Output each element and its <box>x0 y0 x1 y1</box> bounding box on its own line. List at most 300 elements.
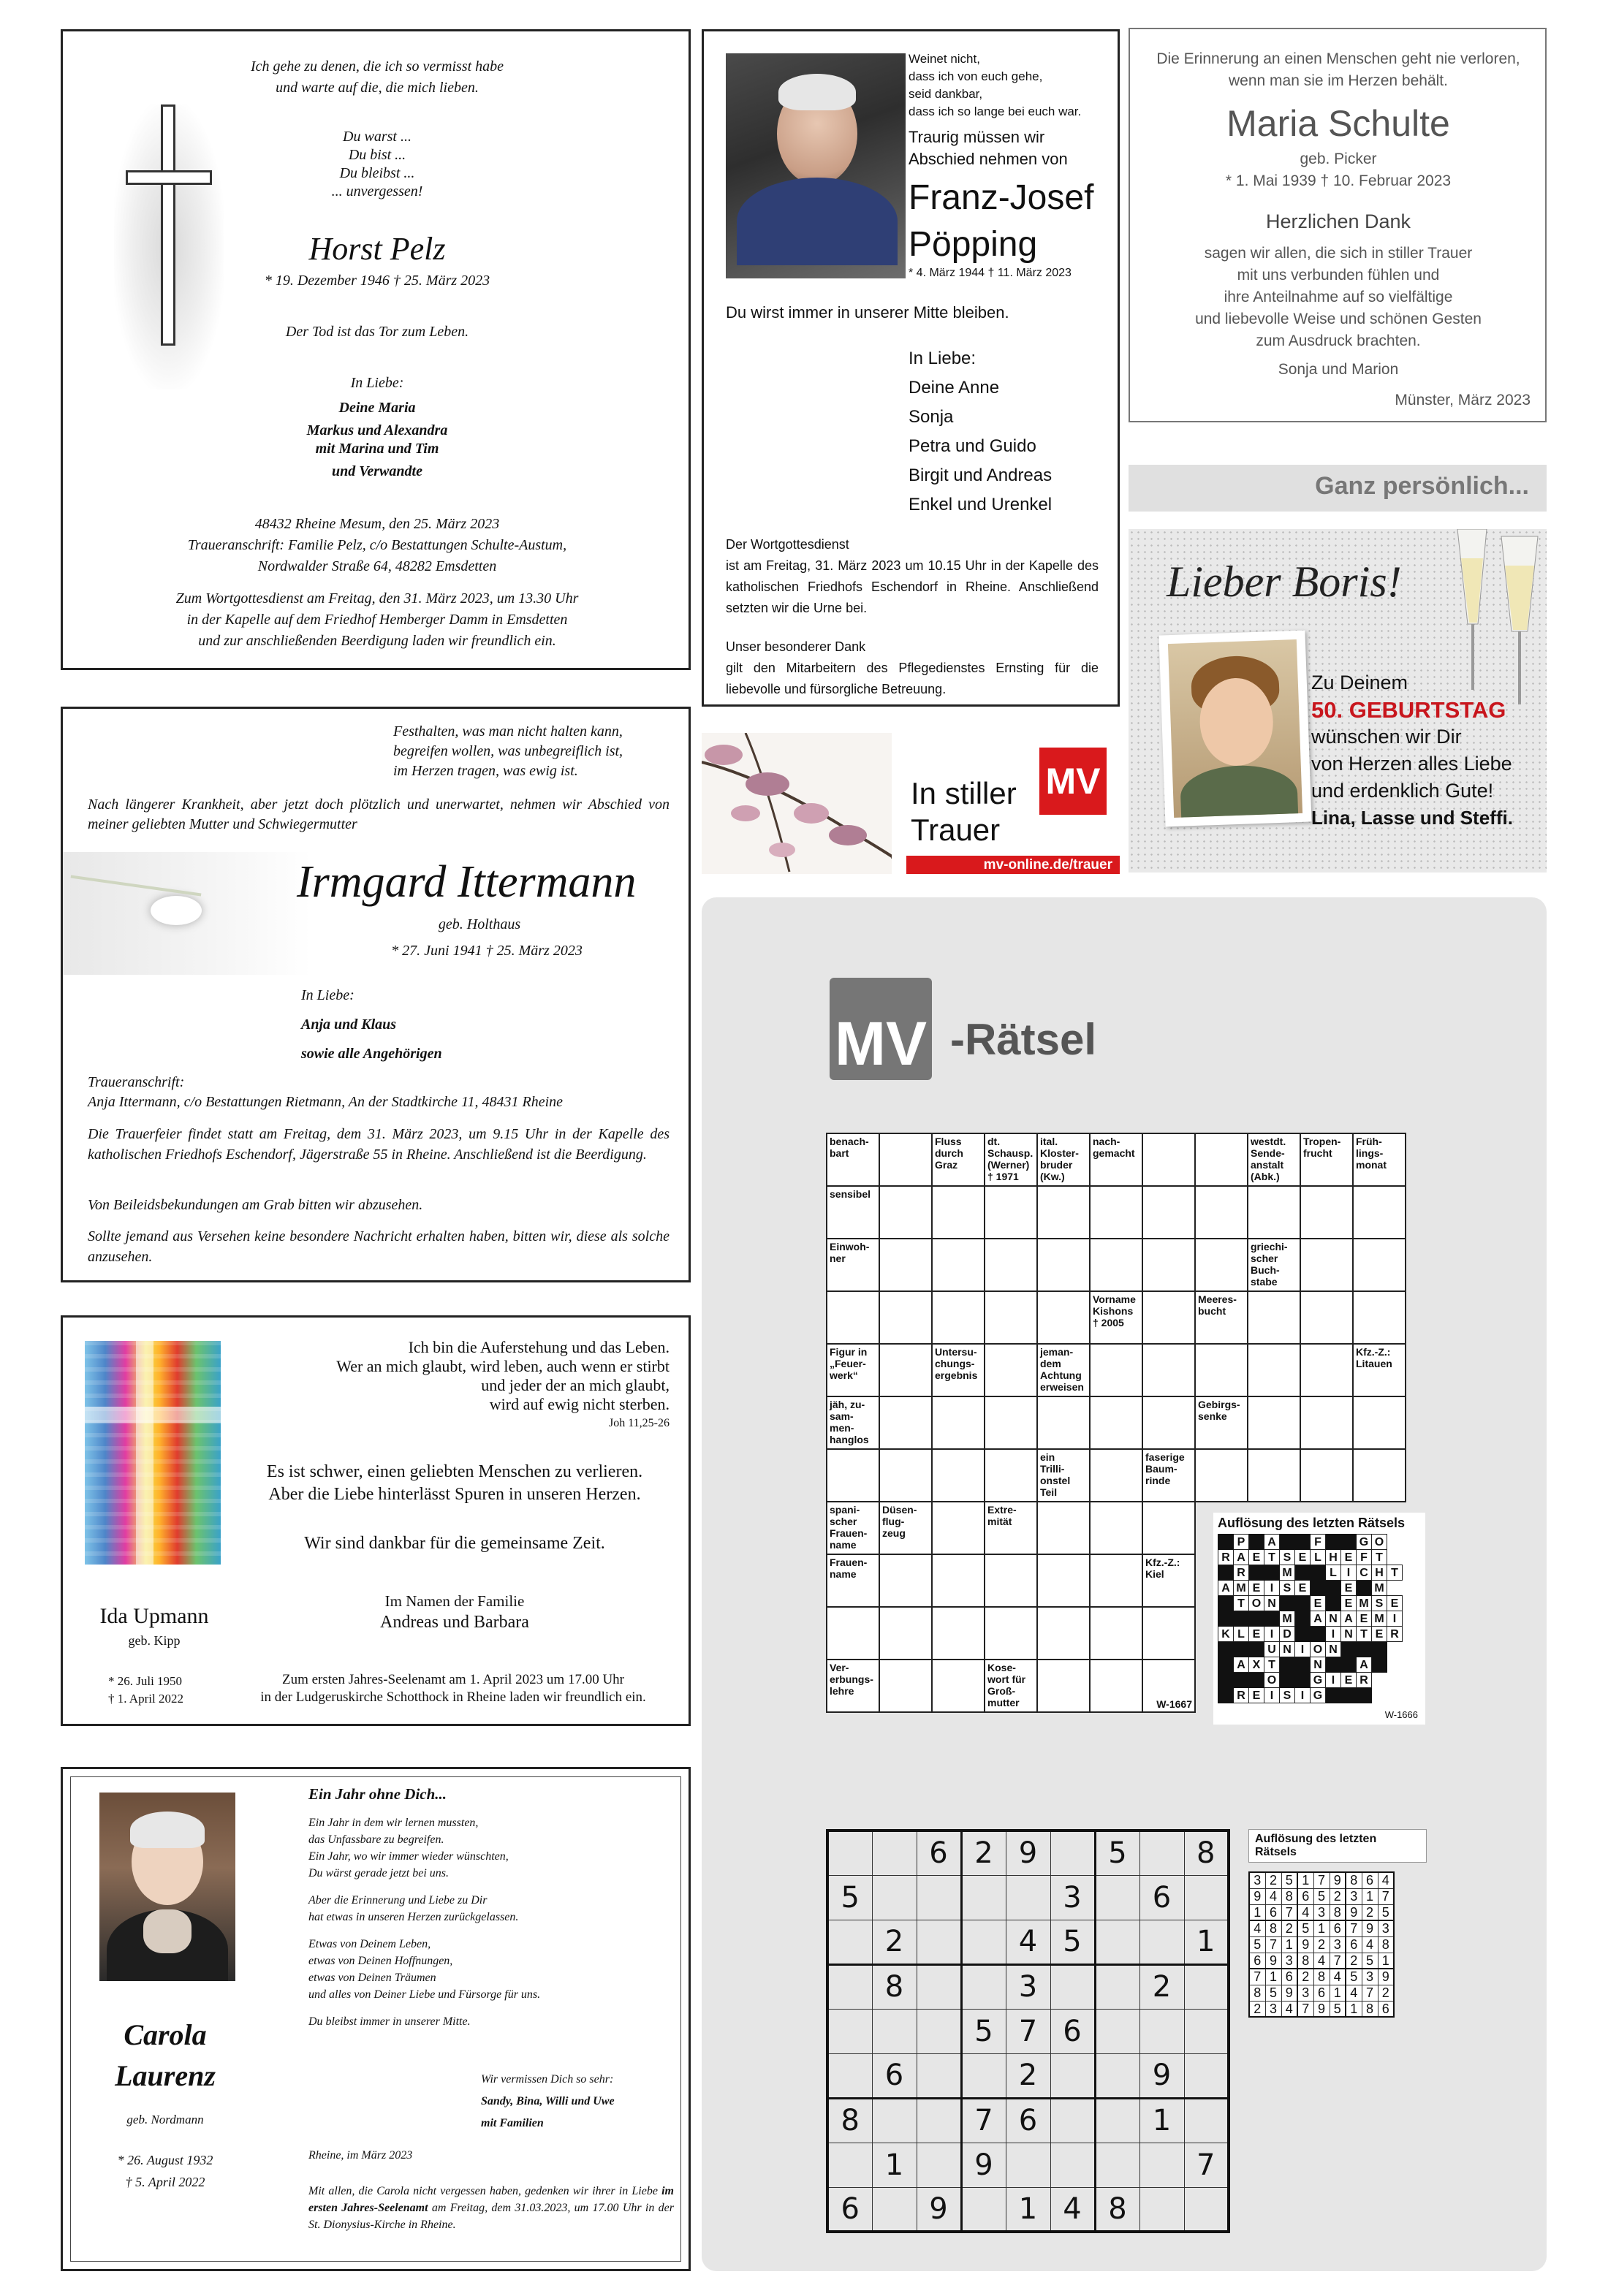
clue-cell: dt. Schausp. (Werner) † 1971 <box>985 1133 1037 1186</box>
sudoku-cell[interactable] <box>1050 1831 1095 1875</box>
sudoku-solution-cell: 1 <box>1297 1872 1313 1888</box>
grid-cell[interactable] <box>1090 1607 1142 1660</box>
solution-letter-cell: M <box>1234 1581 1249 1596</box>
grid-cell[interactable] <box>1037 1396 1090 1449</box>
grid-cell[interactable] <box>932 1449 985 1502</box>
verse: Ich bin die Auferstehung und das Leben. Wer an mich glaubt, wird leben, auch wenn er stirbt und jeder der an mich glaubt, wird auf ewig nicht sterben. Joh 11,25-26 <box>336 1338 670 1429</box>
grid-cell[interactable] <box>1300 1291 1353 1344</box>
grid-cell[interactable] <box>985 1396 1037 1449</box>
solution-letter-cell: I <box>1326 1627 1341 1642</box>
solution-letter-cell: L <box>1326 1565 1341 1581</box>
solution-letter-cell: T <box>1357 1627 1372 1642</box>
solution-letter-cell <box>1249 1535 1264 1550</box>
sudoku-cell[interactable] <box>1139 2009 1184 2053</box>
sudoku-solution-cell: 1 <box>1313 1920 1330 1936</box>
sudoku-cell[interactable] <box>1050 1964 1095 2009</box>
sudoku-cell[interactable] <box>1184 2187 1229 2232</box>
sudoku-solution-cell: 7 <box>1330 1953 1346 1969</box>
sudoku-solution-cell: 3 <box>1297 1985 1313 2001</box>
solution-letter-cell <box>1280 1673 1295 1688</box>
sudoku-cell: 1 <box>872 2143 917 2187</box>
grid-cell[interactable] <box>1090 1344 1142 1396</box>
grid-cell[interactable] <box>1090 1502 1142 1554</box>
grid-cell[interactable] <box>1300 1344 1353 1396</box>
solution-letter-cell: T <box>1264 1657 1280 1673</box>
solution-letter-cell: R <box>1218 1550 1234 1565</box>
sudoku-solution-cell: 5 <box>1249 1936 1265 1953</box>
grid-cell[interactable] <box>879 1291 932 1344</box>
sudoku-cell: 6 <box>827 2187 872 2232</box>
solution-letter-cell <box>1249 1642 1264 1657</box>
sudoku-cell[interactable] <box>961 1875 1006 1920</box>
sudoku-cell[interactable] <box>1050 2143 1095 2187</box>
solution-letter-cell: E <box>1295 1550 1311 1565</box>
clue-cell: Extre- mität <box>985 1502 1037 1554</box>
solution-letter-cell: R <box>1387 1627 1403 1642</box>
birthname: geb. Holthaus <box>438 916 521 932</box>
sudoku-cell[interactable] <box>1095 1920 1139 1964</box>
family: Andreas und Barbara <box>380 1613 529 1632</box>
family-label: Im Namen der Familie <box>384 1592 525 1610</box>
solution-letter-cell <box>1341 1688 1357 1703</box>
solution-letter-cell: E <box>1295 1581 1311 1596</box>
sudoku-cell[interactable] <box>917 2098 961 2143</box>
magnolia-image <box>702 733 892 874</box>
solution-letter-cell: I <box>1264 1688 1280 1703</box>
solution-letter-cell: E <box>1341 1581 1357 1596</box>
sudoku-solution-cell: 9 <box>1362 1920 1378 1936</box>
sudoku-solution-cell: 8 <box>1346 1872 1362 1888</box>
sudoku-cell[interactable] <box>1095 2098 1139 2143</box>
sudoku-solution-cell: 8 <box>1281 1888 1297 1904</box>
sudoku-cell[interactable] <box>917 2143 961 2187</box>
grid-cell[interactable] <box>827 1449 879 1502</box>
grid-cell[interactable] <box>932 1396 985 1449</box>
grid-cell[interactable] <box>879 1554 932 1607</box>
solution-letter-cell <box>1264 1611 1280 1627</box>
sudoku-cell[interactable] <box>1184 1875 1229 1920</box>
solution-letter-cell: M <box>1372 1581 1387 1596</box>
solution-letter-cell: T <box>1372 1550 1387 1565</box>
solution-letter-cell: I <box>1341 1565 1357 1581</box>
sudoku-cell: 9 <box>961 2143 1006 2187</box>
birthname: geb. Picker <box>1300 151 1377 167</box>
sudoku-solution-cell: 1 <box>1378 1953 1394 1969</box>
sudoku-cell[interactable] <box>1095 2143 1139 2187</box>
sudoku-solution-cell: 3 <box>1346 1888 1362 1904</box>
sudoku-cell: 6 <box>872 2053 917 2098</box>
sudoku-solution-cell: 1 <box>1265 1969 1281 1985</box>
solution-letter-cell <box>1357 1688 1372 1703</box>
section-banner <box>1129 465 1547 512</box>
sudoku-cell: 7 <box>1006 2009 1050 2053</box>
grid-cell[interactable] <box>1037 1239 1090 1291</box>
grid-cell[interactable] <box>1300 1186 1353 1239</box>
sudoku-cell[interactable] <box>961 2053 1006 2098</box>
sudoku-cell[interactable] <box>827 1964 872 2009</box>
grid-cell[interactable] <box>1248 1396 1300 1449</box>
clue-cell: Einwoh- ner <box>827 1239 879 1291</box>
sudoku-cell[interactable] <box>1006 1875 1050 1920</box>
sudoku-solution-cell: 6 <box>1362 1872 1378 1888</box>
grid-cell[interactable] <box>1353 1449 1406 1502</box>
grid-cell[interactable] <box>1300 1396 1353 1449</box>
sudoku-solution-cell: 8 <box>1297 1953 1313 1969</box>
calla-lily-image <box>63 852 311 975</box>
clue-cell: Meeres- bucht <box>1195 1291 1248 1344</box>
grid-cell[interactable] <box>1195 1449 1248 1502</box>
sudoku-cell[interactable] <box>1095 2009 1139 2053</box>
solution-letter-cell <box>1295 1627 1311 1642</box>
sudoku-cell[interactable] <box>961 1920 1006 1964</box>
sudoku-cell[interactable] <box>872 1875 917 1920</box>
sudoku-cell[interactable] <box>1095 1964 1139 2009</box>
dates: * 26. Juli 1950 † 1. April 2022 <box>108 1674 183 1706</box>
sudoku-cell[interactable] <box>1050 2098 1095 2143</box>
sudoku-solution-cell: 7 <box>1297 2001 1313 2017</box>
sudoku-cell[interactable] <box>827 2143 872 2187</box>
solution-letter-cell: O <box>1372 1535 1387 1550</box>
grid-cell[interactable] <box>1037 1291 1090 1344</box>
grid-cell[interactable] <box>1037 1186 1090 1239</box>
solution-letter-cell <box>1295 1657 1311 1673</box>
solution-letter-cell <box>1218 1673 1234 1688</box>
sudoku-solution-cell: 5 <box>1378 1904 1394 1920</box>
thanks-notice-maria-schulte <box>1129 28 1547 422</box>
grid-cell[interactable] <box>1353 1291 1406 1344</box>
birthname: geb. Kipp <box>128 1633 181 1648</box>
clue-cell: griechi- scher Buch- stabe <box>1248 1239 1300 1291</box>
grid-cell[interactable] <box>1090 1186 1142 1239</box>
birthday-greeting-boris <box>1129 529 1547 873</box>
headline: Lieber Boris! <box>1167 558 1402 606</box>
sudoku-solution-cell: 7 <box>1249 1969 1265 1985</box>
in-stiller-trauer-ad[interactable] <box>702 733 1120 874</box>
solution-id: W-1666 <box>1384 1709 1418 1720</box>
deceased-name: Horst Pelz <box>308 231 446 267</box>
obituary-franz-josef-poepping <box>702 29 1120 707</box>
memorial-ida-upmann <box>61 1315 691 1726</box>
solution-letter-cell <box>1326 1596 1341 1611</box>
mv-logo: MV <box>1039 748 1107 815</box>
love-label: In Liebe: <box>350 375 404 391</box>
portrait-photo <box>99 1793 235 1981</box>
solution-letter-cell: S <box>1280 1688 1295 1703</box>
grid-cell[interactable] <box>827 1607 879 1660</box>
solution-letter-cell: M <box>1372 1611 1387 1627</box>
solution-letter-cell <box>1218 1596 1234 1611</box>
grid-cell[interactable] <box>1195 1239 1248 1291</box>
sudoku-solution-cell: 1 <box>1330 1985 1346 2001</box>
sudoku-solution-cell: 5 <box>1281 1872 1297 1888</box>
grid-cell[interactable] <box>1142 1396 1195 1449</box>
grid-cell[interactable] <box>879 1133 932 1186</box>
grid-cell[interactable] <box>1353 1239 1406 1291</box>
grid-cell[interactable] <box>985 1607 1037 1660</box>
grid-cell[interactable] <box>1248 1291 1300 1344</box>
sudoku-cell[interactable] <box>872 2009 917 2053</box>
sudoku-solution-cell: 8 <box>1362 2001 1378 2017</box>
sudoku-solution-cell: 4 <box>1378 1872 1394 1888</box>
solution-letter-cell: I <box>1295 1688 1311 1703</box>
clue-cell: Gebirgs- senke <box>1195 1396 1248 1449</box>
grid-cell[interactable] <box>1037 1554 1090 1607</box>
sudoku-cell[interactable] <box>1139 2187 1184 2232</box>
obituary-horst-pelz <box>61 29 691 670</box>
grid-cell[interactable] <box>1142 1502 1195 1554</box>
sudoku-cell[interactable] <box>917 1920 961 1964</box>
grid-cell[interactable] <box>985 1291 1037 1344</box>
sudoku-cell: 5 <box>1095 1831 1139 1875</box>
grid-cell[interactable] <box>932 1291 985 1344</box>
grid-cell[interactable] <box>1248 1344 1300 1396</box>
grid-cell[interactable] <box>985 1239 1037 1291</box>
sudoku-cell: 6 <box>1006 2098 1050 2143</box>
solution-letter-cell: P <box>1234 1535 1249 1550</box>
sudoku-cell: 9 <box>1139 2053 1184 2098</box>
sudoku-cell[interactable] <box>872 2098 917 2143</box>
intro: Nach längerer Krankheit, aber jetzt doch plötzlich und unerwartet, nehmen wir Abschied von meiner geliebten Mutter und Schwiegermutter <box>88 797 670 832</box>
deceased-name: Irmgard Ittermann <box>297 857 637 907</box>
sudoku-solution-cell: 2 <box>1346 1953 1362 1969</box>
solution-letter-cell <box>1372 1642 1387 1657</box>
sudoku-cell[interactable] <box>1095 2053 1139 2098</box>
sudoku-cell[interactable] <box>827 2053 872 2098</box>
grid-cell[interactable] <box>1142 1344 1195 1396</box>
grid-cell[interactable] <box>1142 1291 1195 1344</box>
sudoku-cell[interactable] <box>827 1831 872 1875</box>
solution-letter-cell: I <box>1264 1627 1280 1642</box>
solution-letter-cell <box>1311 1565 1326 1581</box>
solution-letter-cell: E <box>1311 1596 1326 1611</box>
sudoku-cell[interactable] <box>917 1964 961 2009</box>
sudoku-cell[interactable] <box>917 1875 961 1920</box>
grid-cell[interactable] <box>1300 1449 1353 1502</box>
grid-cell[interactable] <box>932 1660 985 1712</box>
solution-letter-cell: O <box>1311 1642 1326 1657</box>
grid-cell[interactable] <box>1090 1396 1142 1449</box>
sudoku-solution-cell: 8 <box>1313 1969 1330 1985</box>
grid-cell[interactable] <box>932 1502 985 1554</box>
sudoku-grid[interactable] <box>826 1829 1230 2233</box>
sudoku-solution-cell: 9 <box>1297 1936 1313 1953</box>
solution-letter-cell <box>1249 1673 1264 1688</box>
grid-cell[interactable] <box>879 1660 932 1712</box>
sudoku-solution-cell: 6 <box>1378 2001 1394 2017</box>
solution-letter-cell <box>1295 1596 1311 1611</box>
solution-letter-cell: S <box>1372 1596 1387 1611</box>
grid-cell[interactable] <box>879 1607 932 1660</box>
sudoku-cell[interactable] <box>872 2187 917 2232</box>
sudoku-solution-cell: 3 <box>1313 1904 1330 1920</box>
grid-cell[interactable] <box>1195 1344 1248 1396</box>
dates: * 26. August 1932 † 5. April 2022 <box>117 2153 213 2189</box>
solution-letter-cell: S <box>1280 1581 1295 1596</box>
sudoku-cell[interactable] <box>827 1920 872 1964</box>
sudoku-solution-cell: 5 <box>1265 1985 1281 2001</box>
grid-cell[interactable] <box>932 1239 985 1291</box>
solution-letter-cell <box>1280 1535 1295 1550</box>
ad-url[interactable]: mv-online.de/trauer <box>906 856 1120 874</box>
solution-letter-cell <box>1218 1642 1234 1657</box>
sudoku-cell[interactable] <box>917 2053 961 2098</box>
grid-cell[interactable] <box>985 1449 1037 1502</box>
sudoku-cell[interactable] <box>1095 1875 1139 1920</box>
text-grateful: Wir sind dankbar für die gemeinsame Zeit. <box>304 1534 605 1553</box>
solution-letter-cell: A <box>1357 1657 1372 1673</box>
grid-cell[interactable] <box>1037 1607 1090 1660</box>
sudoku-cell[interactable] <box>1006 2143 1050 2187</box>
quote: Festhalten, was man nicht halten kann, begreifen wollen, was unbegreiflich ist, im Herzen tragen, was ewig ist. <box>393 723 623 779</box>
sudoku-cell[interactable] <box>1184 1964 1229 2009</box>
clue-cell: ein Trilli- onstel Teil <box>1037 1449 1090 1502</box>
sudoku-cell: 4 <box>1050 2187 1095 2232</box>
puzzle-title: -Rätsel <box>950 1015 1097 1064</box>
grid-cell[interactable] <box>827 1291 879 1344</box>
grid-cell[interactable] <box>1090 1660 1142 1712</box>
clue-cell: sensibel <box>827 1186 879 1239</box>
grid-cell[interactable] <box>1142 1239 1195 1291</box>
portrait-photo <box>726 53 906 278</box>
grid-cell[interactable] <box>879 1186 932 1239</box>
sudoku-cell[interactable] <box>1050 2053 1095 2098</box>
solution-letter-cell: F <box>1357 1550 1372 1565</box>
solution-letter-cell: A <box>1218 1581 1234 1596</box>
grid-cell[interactable] <box>1353 1186 1406 1239</box>
solution-title: Auflösung des letzten Rätsels <box>1218 1516 1406 1530</box>
sudoku-cell[interactable] <box>1184 2098 1229 2143</box>
sudoku-cell[interactable] <box>961 1964 1006 2009</box>
grid-cell[interactable] <box>1090 1554 1142 1607</box>
note-notification: Sollte jemand aus Versehen keine besondere Nachricht erhalten haben, bitten wir, diese als solche anzusehen. <box>88 1228 670 1265</box>
sudoku-cell[interactable] <box>917 2009 961 2053</box>
grid-cell[interactable] <box>1248 1186 1300 1239</box>
sudoku-solution-cell: 9 <box>1330 1872 1346 1888</box>
sudoku-cell[interactable] <box>1139 1831 1184 1875</box>
solution-letter-cell: R <box>1357 1673 1372 1688</box>
grid-cell[interactable] <box>1142 1186 1195 1239</box>
solution-letter-cell: R <box>1234 1688 1249 1703</box>
sudoku-cell: 5 <box>961 2009 1006 2053</box>
solution-letter-cell: E <box>1341 1596 1357 1611</box>
solution-letter-cell: E <box>1372 1627 1387 1642</box>
address: Traueranschrift: Anja Ittermann, c/o Bestattungen Rietmann, An der Stadtkirche 11, 48431 Rheine <box>88 1074 564 1110</box>
solution-letter-cell: M <box>1280 1611 1295 1627</box>
sudoku-cell[interactable] <box>1139 2143 1184 2187</box>
grid-cell[interactable] <box>985 1554 1037 1607</box>
grid-cell[interactable] <box>985 1186 1037 1239</box>
sudoku-solution-cell: 2 <box>1313 1936 1330 1953</box>
grid-cell[interactable] <box>1195 1186 1248 1239</box>
clue-cell: jäh, zu- sam- men- hanglos <box>827 1396 879 1449</box>
sudoku-solution-cell: 4 <box>1297 1904 1313 1920</box>
sudoku-solution-cell: 3 <box>1265 2001 1281 2017</box>
grid-cell[interactable] <box>1090 1449 1142 1502</box>
sudoku-cell: 8 <box>1095 2187 1139 2232</box>
sudoku-solution-cell: 4 <box>1265 1888 1281 1904</box>
solution-letter-cell <box>1264 1565 1280 1581</box>
sudoku-solution-cell: 6 <box>1313 1985 1330 2001</box>
grid-cell[interactable] <box>1037 1660 1090 1712</box>
sudoku-cell: 4 <box>1006 1920 1050 1964</box>
solution-letter-cell: D <box>1280 1627 1295 1642</box>
solution-letter-cell <box>1218 1535 1234 1550</box>
solution-letter-cell <box>1295 1673 1311 1688</box>
motto: Der Tod ist das Tor zum Leben. <box>285 324 469 340</box>
solution-letter-cell: E <box>1341 1673 1357 1688</box>
grid-cell[interactable] <box>932 1554 985 1607</box>
sudoku-solution-cell: 9 <box>1249 1888 1265 1904</box>
sudoku-cell[interactable] <box>1184 2009 1229 2053</box>
family: In Liebe: Anja und Klaus sowie alle Angehörigen <box>301 987 442 1062</box>
grid-cell[interactable] <box>1142 1607 1195 1660</box>
solution-letter-cell: G <box>1311 1673 1326 1688</box>
sudoku-cell[interactable] <box>1139 1920 1184 1964</box>
clue-cell: Früh- lings- monat <box>1353 1133 1406 1186</box>
sudoku-cell[interactable] <box>1184 2053 1229 2098</box>
birthname: geb. Nordmann <box>126 2113 204 2126</box>
solution-letter-cell: E <box>1341 1550 1357 1565</box>
title: Ein Jahr ohne Dich... <box>308 1785 447 1803</box>
solution-letter-cell: A <box>1234 1550 1249 1565</box>
solution-letter-cell: A <box>1234 1657 1249 1673</box>
grid-cell[interactable] <box>1037 1502 1090 1554</box>
solution-letter-cell: O <box>1264 1673 1280 1688</box>
sudoku-cell: 8 <box>1184 1831 1229 1875</box>
grid-cell[interactable] <box>879 1344 932 1396</box>
sudoku-solution-cell: 8 <box>1378 1936 1394 1953</box>
grid-cell[interactable] <box>879 1396 932 1449</box>
sudoku-cell: 9 <box>1006 1831 1050 1875</box>
solution-letter-cell: A <box>1264 1535 1280 1550</box>
dates: * 19. Dezember 1946 † 25. März 2023 <box>264 273 490 289</box>
sudoku-cell: 3 <box>1050 1875 1095 1920</box>
grid-cell[interactable] <box>1090 1239 1142 1291</box>
sudoku-solution-cell: 5 <box>1362 1953 1378 1969</box>
grid-cell[interactable] <box>1248 1449 1300 1502</box>
grid-cell[interactable] <box>1142 1133 1195 1186</box>
solution-letter-cell: N <box>1264 1596 1280 1611</box>
sudoku-solution-cell: 3 <box>1249 1872 1265 1888</box>
grid-cell[interactable] <box>932 1186 985 1239</box>
grid-cell[interactable] <box>932 1607 985 1660</box>
sudoku-solution-cell: 9 <box>1378 1969 1394 1985</box>
sudoku-solution-cell: 7 <box>1265 1936 1281 1953</box>
grid-cell[interactable] <box>1195 1133 1248 1186</box>
grid-cell[interactable] <box>985 1344 1037 1396</box>
clue-cell: Kose- wort für Groß- mutter <box>985 1660 1037 1712</box>
sudoku-solution-cell: 7 <box>1281 1904 1297 1920</box>
grid-cell[interactable] <box>1353 1396 1406 1449</box>
grid-cell[interactable] <box>879 1239 932 1291</box>
solution-letter-cell <box>1280 1657 1295 1673</box>
clue-cell: Untersu- chungs- ergebnis <box>932 1344 985 1396</box>
memorial-carola-laurenz <box>61 1767 691 2271</box>
solution-letter-cell <box>1218 1657 1234 1673</box>
sudoku-solution-cell: 8 <box>1330 1904 1346 1920</box>
grid-cell[interactable] <box>1300 1239 1353 1291</box>
quote: Die Erinnerung an einen Menschen geht nie verloren, wenn man sie im Herzen behält. <box>1156 50 1520 89</box>
sudoku-solution-cell: 2 <box>1281 1920 1297 1936</box>
sudoku-solution-cell: 3 <box>1378 1920 1394 1936</box>
place-date: Münster, März 2023 <box>1395 392 1531 408</box>
sudoku-cell[interactable] <box>827 2009 872 2053</box>
note-condolences: Von Beileidsbekundungen am Grab bitten wir abzusehen. <box>88 1197 423 1213</box>
solution-letter-cell <box>1295 1611 1311 1627</box>
sudoku-cell[interactable] <box>872 1831 917 1875</box>
grid-cell[interactable] <box>879 1449 932 1502</box>
sudoku-cell[interactable] <box>961 2187 1006 2232</box>
